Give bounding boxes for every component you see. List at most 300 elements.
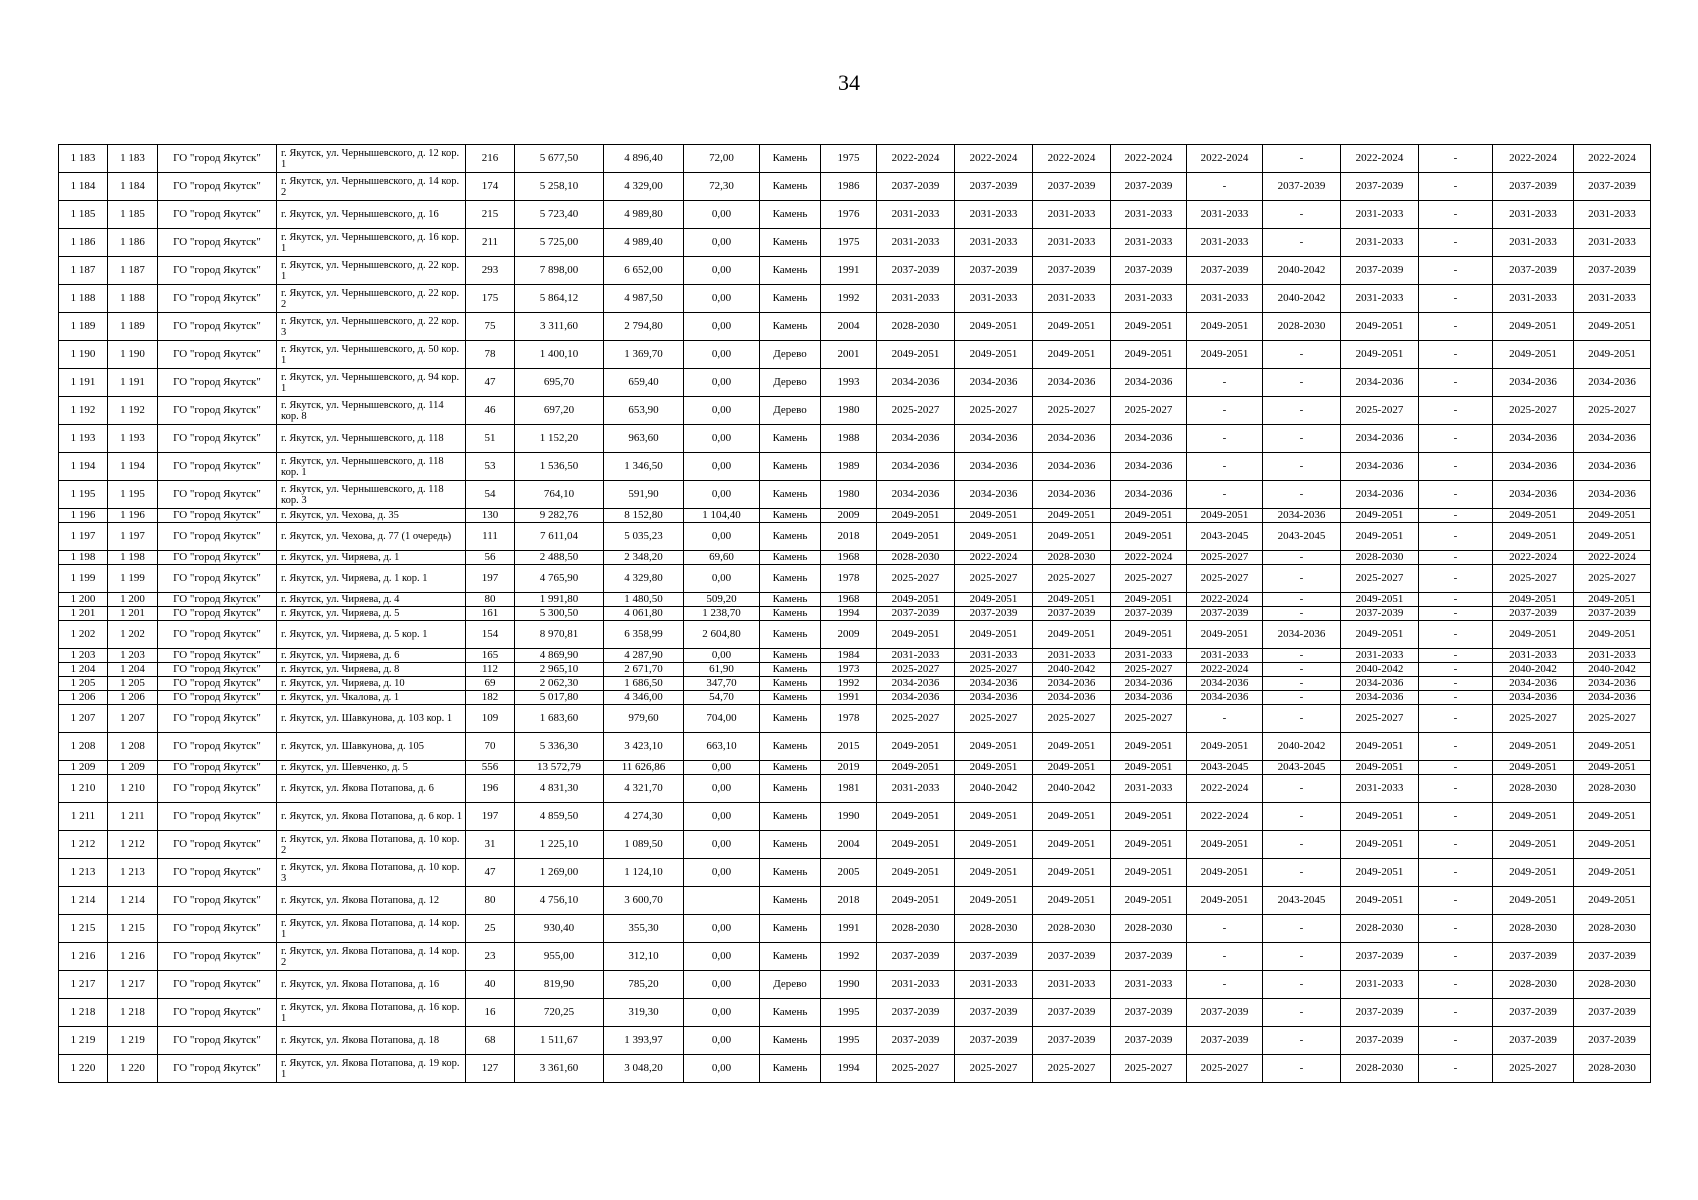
cell-work-period-1: 2037-2039 [877,999,955,1027]
cell-nonresidential-area: 0,00 [684,831,760,859]
cell-work-period-6: - [1263,943,1341,971]
cell-total-area: 5 723,40 [515,201,604,229]
cell-work-period-2: 2022-2024 [955,551,1033,565]
cell-work-period-7: 2031-2033 [1341,285,1419,313]
cell-nonresidential-area: 704,00 [684,705,760,733]
cell-building-number: 1 204 [108,663,158,677]
cell-work-period-9: 2040-2042 [1493,663,1574,677]
cell-nonresidential-area: 0,00 [684,397,760,425]
cell-work-period-6: - [1263,649,1341,663]
cell-work-period-2: 2049-2051 [955,831,1033,859]
cell-work-period-5: - [1187,971,1263,999]
cell-total-area: 7 611,04 [515,523,604,551]
cell-row-number: 1 192 [59,397,108,425]
cell-work-period-5: - [1187,173,1263,201]
table-row [59,663,1651,677]
cell-row-number: 1 198 [59,551,108,565]
cell-work-period-3: 2049-2051 [1033,509,1111,523]
cell-work-period-6: 2040-2042 [1263,257,1341,285]
cell-wall-material: Камень [760,313,821,341]
table-row [59,943,1651,971]
cell-living-area: 4 287,90 [604,649,684,663]
cell-build-year: 1991 [821,691,877,705]
cell-municipality: ГО "город Якутск" [158,341,277,369]
cell-nonresidential-area: 2 604,80 [684,621,760,649]
cell-nonresidential-area: 0,00 [684,523,760,551]
cell-nonresidential-area: 0,00 [684,943,760,971]
cell-residents: 112 [466,663,515,677]
cell-work-period-1: 2025-2027 [877,663,955,677]
cell-nonresidential-area: 0,00 [684,425,760,453]
cell-work-period-4: 2049-2051 [1111,803,1187,831]
cell-wall-material: Камень [760,607,821,621]
cell-row-number: 1 204 [59,663,108,677]
cell-build-year: 1978 [821,705,877,733]
cell-work-period-8: - [1419,691,1493,705]
cell-work-period-10: 2049-2051 [1574,523,1651,551]
cell-work-period-8: - [1419,397,1493,425]
cell-work-period-9: 2031-2033 [1493,201,1574,229]
cell-wall-material: Камень [760,551,821,565]
cell-address: г. Якутск, ул. Чернышевского, д. 14 кор. 2 [277,173,466,201]
cell-row-number: 1 196 [59,509,108,523]
cell-work-period-8: - [1419,775,1493,803]
table-row [59,397,1651,425]
cell-total-area: 930,40 [515,915,604,943]
cell-building-number: 1 198 [108,551,158,565]
cell-work-period-5: 2031-2033 [1187,201,1263,229]
cell-work-period-5: 2031-2033 [1187,649,1263,663]
cell-work-period-6: - [1263,691,1341,705]
cell-work-period-2: 2034-2036 [955,369,1033,397]
cell-build-year: 2005 [821,859,877,887]
cell-row-number: 1 186 [59,229,108,257]
cell-address: г. Якутск, ул. Якова Потапова, д. 16 [277,971,466,999]
cell-address: г. Якутск, ул. Якова Потапова, д. 6 кор. 1 [277,803,466,831]
cell-building-number: 1 208 [108,733,158,761]
cell-building-number: 1 213 [108,859,158,887]
cell-work-period-2: 2031-2033 [955,649,1033,663]
cell-work-period-4: 2037-2039 [1111,1027,1187,1055]
cell-address: г. Якутск, ул. Чернышевского, д. 50 кор. 1 [277,341,466,369]
cell-work-period-5: 2022-2024 [1187,593,1263,607]
cell-work-period-8: - [1419,369,1493,397]
cell-work-period-1: 2031-2033 [877,201,955,229]
cell-work-period-4: 2049-2051 [1111,523,1187,551]
cell-work-period-1: 2049-2051 [877,831,955,859]
cell-work-period-5: - [1187,705,1263,733]
cell-total-area: 1 400,10 [515,341,604,369]
cell-work-period-5: 2034-2036 [1187,677,1263,691]
cell-nonresidential-area: 0,00 [684,761,760,775]
cell-work-period-2: 2049-2051 [955,887,1033,915]
cell-wall-material: Камень [760,229,821,257]
cell-municipality: ГО "город Якутск" [158,971,277,999]
table-row [59,971,1651,999]
table-row [59,887,1651,915]
table-row [59,593,1651,607]
cell-residents: 211 [466,229,515,257]
cell-work-period-7: 2049-2051 [1341,831,1419,859]
cell-build-year: 1992 [821,677,877,691]
cell-living-area: 319,30 [604,999,684,1027]
cell-nonresidential-area: 509,20 [684,593,760,607]
cell-work-period-1: 2025-2027 [877,705,955,733]
cell-work-period-7: 2049-2051 [1341,887,1419,915]
cell-work-period-3: 2022-2024 [1033,145,1111,173]
cell-nonresidential-area: 61,90 [684,663,760,677]
cell-work-period-2: 2037-2039 [955,173,1033,201]
cell-nonresidential-area: 0,00 [684,803,760,831]
cell-total-area: 4 859,50 [515,803,604,831]
table-row [59,481,1651,509]
table-row [59,425,1651,453]
cell-build-year: 1995 [821,999,877,1027]
cell-work-period-3: 2049-2051 [1033,341,1111,369]
cell-total-area: 697,20 [515,397,604,425]
cell-work-period-4: 2049-2051 [1111,831,1187,859]
cell-work-period-5: 2043-2045 [1187,761,1263,775]
cell-work-period-9: 2028-2030 [1493,971,1574,999]
cell-building-number: 1 199 [108,565,158,593]
cell-work-period-2: 2034-2036 [955,691,1033,705]
cell-work-period-8: - [1419,761,1493,775]
cell-address: г. Якутск, ул. Шавкунова, д. 105 [277,733,466,761]
cell-work-period-9: 2025-2027 [1493,1055,1574,1083]
cell-residents: 154 [466,621,515,649]
cell-residents: 46 [466,397,515,425]
cell-address: г. Якутск, ул. Чиряева, д. 1 [277,551,466,565]
cell-total-area: 7 898,00 [515,257,604,285]
table-row [59,999,1651,1027]
cell-work-period-10: 2049-2051 [1574,733,1651,761]
cell-work-period-8: - [1419,803,1493,831]
cell-work-period-5: - [1187,915,1263,943]
cell-total-area: 955,00 [515,943,604,971]
cell-work-period-2: 2049-2051 [955,733,1033,761]
cell-work-period-4: 2031-2033 [1111,775,1187,803]
cell-work-period-8: - [1419,481,1493,509]
cell-work-period-9: 2037-2039 [1493,999,1574,1027]
cell-address: г. Якутск, ул. Якова Потапова, д. 10 кор. 2 [277,831,466,859]
cell-residents: 182 [466,691,515,705]
cell-work-period-8: - [1419,425,1493,453]
cell-work-period-5: 2049-2051 [1187,887,1263,915]
cell-work-period-9: 2025-2027 [1493,565,1574,593]
cell-work-period-1: 2034-2036 [877,677,955,691]
table-row [59,369,1651,397]
cell-work-period-1: 2028-2030 [877,313,955,341]
cell-work-period-9: 2028-2030 [1493,775,1574,803]
cell-nonresidential-area: 0,00 [684,285,760,313]
table-row [59,621,1651,649]
cell-row-number: 1 203 [59,649,108,663]
cell-work-period-8: - [1419,677,1493,691]
cell-work-period-6: - [1263,915,1341,943]
cell-work-period-9: 2049-2051 [1493,509,1574,523]
table-row [59,1027,1651,1055]
cell-work-period-5: 2022-2024 [1187,775,1263,803]
cell-building-number: 1 200 [108,593,158,607]
cell-work-period-5: 2049-2051 [1187,509,1263,523]
cell-work-period-4: 2025-2027 [1111,565,1187,593]
cell-build-year: 1993 [821,369,877,397]
cell-nonresidential-area: 0,00 [684,369,760,397]
cell-living-area: 1 480,50 [604,593,684,607]
cell-work-period-1: 2037-2039 [877,943,955,971]
cell-address: г. Якутск, ул. Чиряева, д. 10 [277,677,466,691]
cell-wall-material: Камень [760,649,821,663]
cell-work-period-9: 2049-2051 [1493,523,1574,551]
cell-work-period-9: 2049-2051 [1493,761,1574,775]
cell-work-period-10: 2034-2036 [1574,481,1651,509]
cell-municipality: ГО "город Якутск" [158,607,277,621]
cell-build-year: 2009 [821,509,877,523]
cell-nonresidential-area: 0,00 [684,915,760,943]
cell-work-period-4: 2034-2036 [1111,481,1187,509]
cell-build-year: 1973 [821,663,877,677]
cell-building-number: 1 193 [108,425,158,453]
cell-work-period-9: 2049-2051 [1493,341,1574,369]
cell-wall-material: Дерево [760,369,821,397]
cell-work-period-2: 2025-2027 [955,1055,1033,1083]
cell-work-period-4: 2025-2027 [1111,397,1187,425]
cell-municipality: ГО "город Якутск" [158,887,277,915]
table-row [59,831,1651,859]
cell-work-period-10: 2037-2039 [1574,257,1651,285]
cell-address: г. Якутск, ул. Чиряева, д. 5 [277,607,466,621]
cell-work-period-6: - [1263,775,1341,803]
cell-work-period-3: 2049-2051 [1033,593,1111,607]
cell-address: г. Якутск, ул. Шевченко, д. 5 [277,761,466,775]
cell-work-period-9: 2049-2051 [1493,859,1574,887]
cell-municipality: ГО "город Якутск" [158,551,277,565]
cell-work-period-6: - [1263,229,1341,257]
cell-work-period-9: 2049-2051 [1493,803,1574,831]
cell-work-period-10: 2028-2030 [1574,1055,1651,1083]
cell-work-period-4: 2049-2051 [1111,859,1187,887]
cell-wall-material: Камень [760,887,821,915]
table-row [59,173,1651,201]
cell-municipality: ГО "город Якутск" [158,369,277,397]
cell-work-period-10: 2025-2027 [1574,705,1651,733]
cell-work-period-5: 2037-2039 [1187,607,1263,621]
cell-work-period-6: - [1263,607,1341,621]
cell-work-period-3: 2034-2036 [1033,425,1111,453]
cell-work-period-2: 2049-2051 [955,761,1033,775]
cell-municipality: ГО "город Якутск" [158,201,277,229]
cell-work-period-1: 2025-2027 [877,1055,955,1083]
cell-municipality: ГО "город Якутск" [158,705,277,733]
cell-address: г. Якутск, ул. Якова Потапова, д. 12 [277,887,466,915]
cell-work-period-1: 2025-2027 [877,565,955,593]
cell-wall-material: Камень [760,257,821,285]
cell-building-number: 1 216 [108,943,158,971]
cell-nonresidential-area: 663,10 [684,733,760,761]
cell-wall-material: Камень [760,761,821,775]
cell-work-period-10: 2037-2039 [1574,607,1651,621]
cell-wall-material: Камень [760,663,821,677]
cell-building-number: 1 205 [108,677,158,691]
cell-work-period-6: - [1263,663,1341,677]
cell-municipality: ГО "город Якутск" [158,943,277,971]
cell-work-period-1: 2049-2051 [877,341,955,369]
cell-municipality: ГО "город Якутск" [158,453,277,481]
cell-total-area: 2 062,30 [515,677,604,691]
cell-build-year: 2018 [821,887,877,915]
cell-work-period-1: 2049-2051 [877,887,955,915]
cell-living-area: 6 358,99 [604,621,684,649]
cell-row-number: 1 212 [59,831,108,859]
cell-work-period-1: 2028-2030 [877,915,955,943]
cell-work-period-5: 2034-2036 [1187,691,1263,705]
cell-address: г. Якутск, ул. Чиряева, д. 8 [277,663,466,677]
cell-build-year: 1981 [821,775,877,803]
cell-wall-material: Камень [760,915,821,943]
cell-work-period-9: 2037-2039 [1493,607,1574,621]
cell-row-number: 1 216 [59,943,108,971]
cell-work-period-8: - [1419,285,1493,313]
cell-build-year: 2004 [821,831,877,859]
cell-work-period-7: 2028-2030 [1341,1055,1419,1083]
cell-work-period-4: 2034-2036 [1111,425,1187,453]
cell-work-period-8: - [1419,733,1493,761]
cell-work-period-8: - [1419,663,1493,677]
table-row [59,915,1651,943]
cell-work-period-5: 2049-2051 [1187,621,1263,649]
cell-work-period-3: 2031-2033 [1033,229,1111,257]
cell-work-period-9: 2031-2033 [1493,649,1574,663]
cell-municipality: ГО "город Якутск" [158,481,277,509]
cell-row-number: 1 199 [59,565,108,593]
cell-row-number: 1 206 [59,691,108,705]
cell-living-area: 591,90 [604,481,684,509]
cell-living-area: 4 896,40 [604,145,684,173]
cell-building-number: 1 220 [108,1055,158,1083]
cell-work-period-2: 2037-2039 [955,607,1033,621]
cell-total-area: 720,25 [515,999,604,1027]
cell-residents: 47 [466,369,515,397]
cell-work-period-4: 2037-2039 [1111,943,1187,971]
cell-work-period-8: - [1419,943,1493,971]
cell-work-period-3: 2025-2027 [1033,1055,1111,1083]
cell-work-period-7: 2034-2036 [1341,481,1419,509]
cell-wall-material: Камень [760,1027,821,1055]
cell-wall-material: Камень [760,677,821,691]
cell-work-period-10: 2049-2051 [1574,621,1651,649]
cell-build-year: 1986 [821,173,877,201]
cell-work-period-8: - [1419,915,1493,943]
cell-work-period-3: 2049-2051 [1033,621,1111,649]
cell-work-period-2: 2049-2051 [955,859,1033,887]
cell-build-year: 1992 [821,943,877,971]
cell-work-period-5: - [1187,397,1263,425]
cell-living-area: 4 329,80 [604,565,684,593]
cell-residents: 161 [466,607,515,621]
cell-nonresidential-area: 0,00 [684,775,760,803]
cell-living-area: 312,10 [604,943,684,971]
cell-work-period-6: - [1263,201,1341,229]
cell-work-period-3: 2034-2036 [1033,369,1111,397]
cell-residents: 31 [466,831,515,859]
cell-work-period-8: - [1419,1055,1493,1083]
page-number: 34 [838,70,860,95]
cell-living-area: 11 626,86 [604,761,684,775]
cell-work-period-8: - [1419,551,1493,565]
cell-building-number: 1 183 [108,145,158,173]
cell-work-period-7: 2028-2030 [1341,551,1419,565]
table-row [59,565,1651,593]
cell-work-period-6: 2040-2042 [1263,285,1341,313]
cell-row-number: 1 189 [59,313,108,341]
cell-work-period-2: 2049-2051 [955,523,1033,551]
cell-address: г. Якутск, ул. Чернышевского, д. 22 кор. 1 [277,257,466,285]
cell-nonresidential-area: 0,00 [684,649,760,663]
cell-work-period-5: - [1187,453,1263,481]
cell-work-period-3: 2025-2027 [1033,397,1111,425]
cell-work-period-1: 2049-2051 [877,523,955,551]
cell-work-period-2: 2049-2051 [955,341,1033,369]
cell-work-period-4: 2031-2033 [1111,971,1187,999]
cell-work-period-4: 2031-2033 [1111,201,1187,229]
cell-work-period-6: 2037-2039 [1263,173,1341,201]
cell-building-number: 1 218 [108,999,158,1027]
cell-work-period-1: 2025-2027 [877,397,955,425]
cell-row-number: 1 219 [59,1027,108,1055]
cell-work-period-5: 2031-2033 [1187,285,1263,313]
cell-work-period-2: 2022-2024 [955,145,1033,173]
cell-total-area: 819,90 [515,971,604,999]
cell-work-period-7: 2049-2051 [1341,523,1419,551]
cell-work-period-7: 2034-2036 [1341,691,1419,705]
cell-municipality: ГО "город Якутск" [158,677,277,691]
cell-work-period-10: 2031-2033 [1574,229,1651,257]
cell-total-area: 8 970,81 [515,621,604,649]
cell-row-number: 1 187 [59,257,108,285]
cell-building-number: 1 217 [108,971,158,999]
cell-work-period-7: 2049-2051 [1341,803,1419,831]
cell-work-period-1: 2037-2039 [877,607,955,621]
cell-build-year: 1994 [821,607,877,621]
cell-work-period-4: 2034-2036 [1111,453,1187,481]
cell-nonresidential-area: 0,00 [684,1055,760,1083]
cell-living-area: 6 652,00 [604,257,684,285]
cell-work-period-7: 2037-2039 [1341,943,1419,971]
cell-residents: 68 [466,1027,515,1055]
cell-build-year: 1978 [821,565,877,593]
cell-work-period-2: 2049-2051 [955,621,1033,649]
cell-living-area: 2 794,80 [604,313,684,341]
table-row [59,523,1651,551]
cell-work-period-3: 2031-2033 [1033,971,1111,999]
cell-work-period-6: 2043-2045 [1263,887,1341,915]
cell-work-period-2: 2034-2036 [955,481,1033,509]
cell-work-period-8: - [1419,705,1493,733]
cell-build-year: 1994 [821,1055,877,1083]
cell-work-period-8: - [1419,887,1493,915]
cell-work-period-3: 2037-2039 [1033,999,1111,1027]
cell-work-period-3: 2049-2051 [1033,733,1111,761]
cell-nonresidential-area: 1 238,70 [684,607,760,621]
cell-living-area: 653,90 [604,397,684,425]
cell-address: г. Якутск, ул. Чиряева, д. 6 [277,649,466,663]
cell-work-period-5: 2022-2024 [1187,663,1263,677]
cell-work-period-5: - [1187,369,1263,397]
table-row [59,285,1651,313]
cell-build-year: 1975 [821,145,877,173]
cell-work-period-5: - [1187,425,1263,453]
cell-row-number: 1 205 [59,677,108,691]
